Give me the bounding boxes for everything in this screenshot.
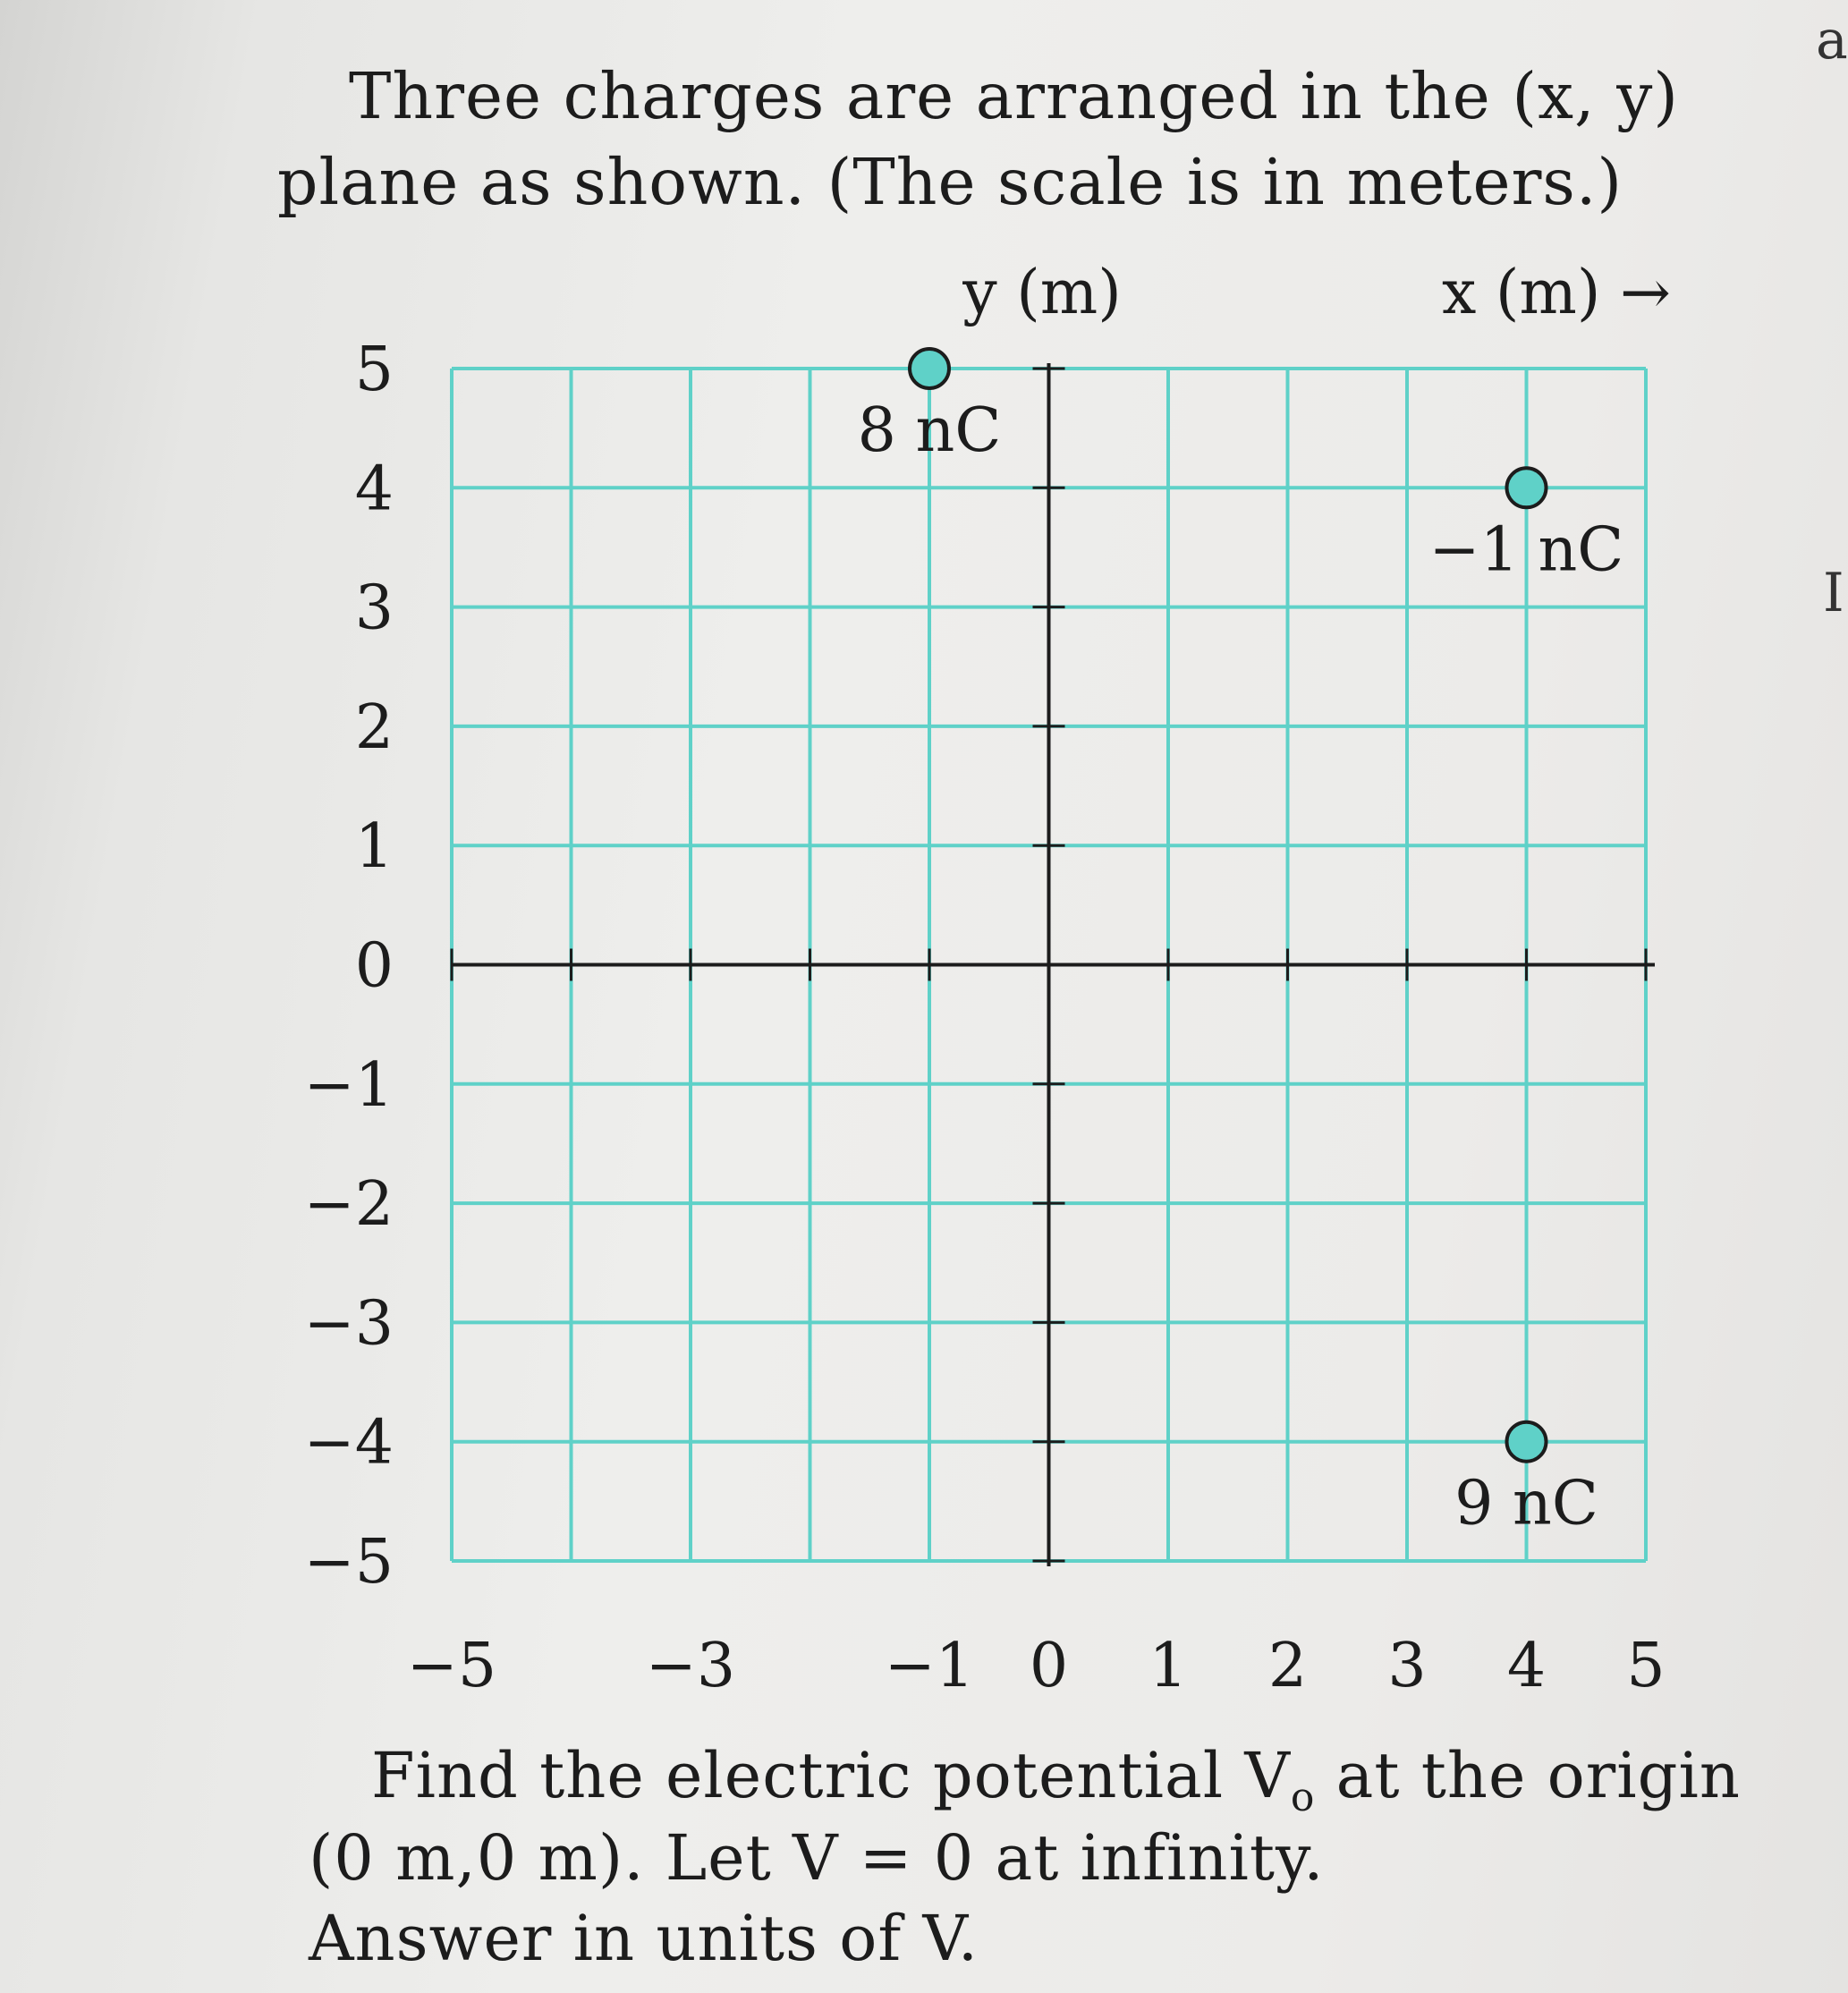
question-line-3 (309, 1902, 979, 1975)
x-tick-label: 1 (1149, 1631, 1188, 1701)
y-tick-label: 1 (354, 811, 394, 883)
y-tick-label: −3 (303, 1288, 394, 1360)
y-tick-label: 0 (354, 930, 394, 1002)
question-line-3-text: Answer in units of V. (309, 1902, 979, 1975)
question-line-1-text: Find the electric potential V (371, 1739, 1291, 1812)
charge-marker (1507, 1422, 1547, 1462)
charge-marker (910, 349, 949, 388)
charge-label: −1 nC (1428, 514, 1624, 586)
question-line-1 (371, 1739, 1741, 1820)
y-tick-label: −5 (303, 1527, 394, 1598)
y-tick-label: −1 (303, 1049, 394, 1121)
charges (858, 349, 1624, 1539)
question-subscript: o (1290, 1775, 1316, 1820)
x-tick-label: −5 (406, 1631, 497, 1701)
x-tick-label: 0 (1029, 1631, 1069, 1701)
edge-glyph-top: a (1816, 9, 1848, 72)
y-tick-label: −2 (303, 1169, 394, 1241)
x-axis-label: x (m) → (1441, 258, 1672, 328)
x-tick-label: 5 (1626, 1631, 1666, 1701)
question-line-2-text: (0 m,0 m). Let V = 0 at infinity. (309, 1821, 1325, 1895)
edge-glyph-mid: I (1823, 562, 1844, 624)
y-tick-label: 4 (354, 454, 394, 525)
y-tick-label: 2 (354, 691, 394, 763)
x-tick-label: 4 (1506, 1631, 1547, 1701)
charge-marker (1507, 468, 1547, 507)
question-line-1-end: at the origin (1315, 1739, 1741, 1812)
x-tick-label: 3 (1387, 1631, 1427, 1701)
x-tick-label: −1 (884, 1631, 975, 1701)
y-axis-label: y (m) (962, 258, 1122, 328)
x-tick-label: −3 (645, 1631, 736, 1701)
x-tick-label: 2 (1267, 1631, 1308, 1701)
charge-label: 9 nC (1454, 1468, 1598, 1539)
intro-line-2-text: plane as shown. (The scale is in meters.) (277, 145, 1623, 219)
charge-label: 8 nC (857, 395, 1002, 466)
question-line-2 (309, 1821, 1325, 1895)
intro-line-1-text: Three charges are arranged in the (x, y) (349, 59, 1680, 133)
y-tick-label: 3 (354, 572, 394, 644)
y-tick-label: −4 (303, 1407, 394, 1479)
y-tick-label: 5 (354, 335, 394, 405)
